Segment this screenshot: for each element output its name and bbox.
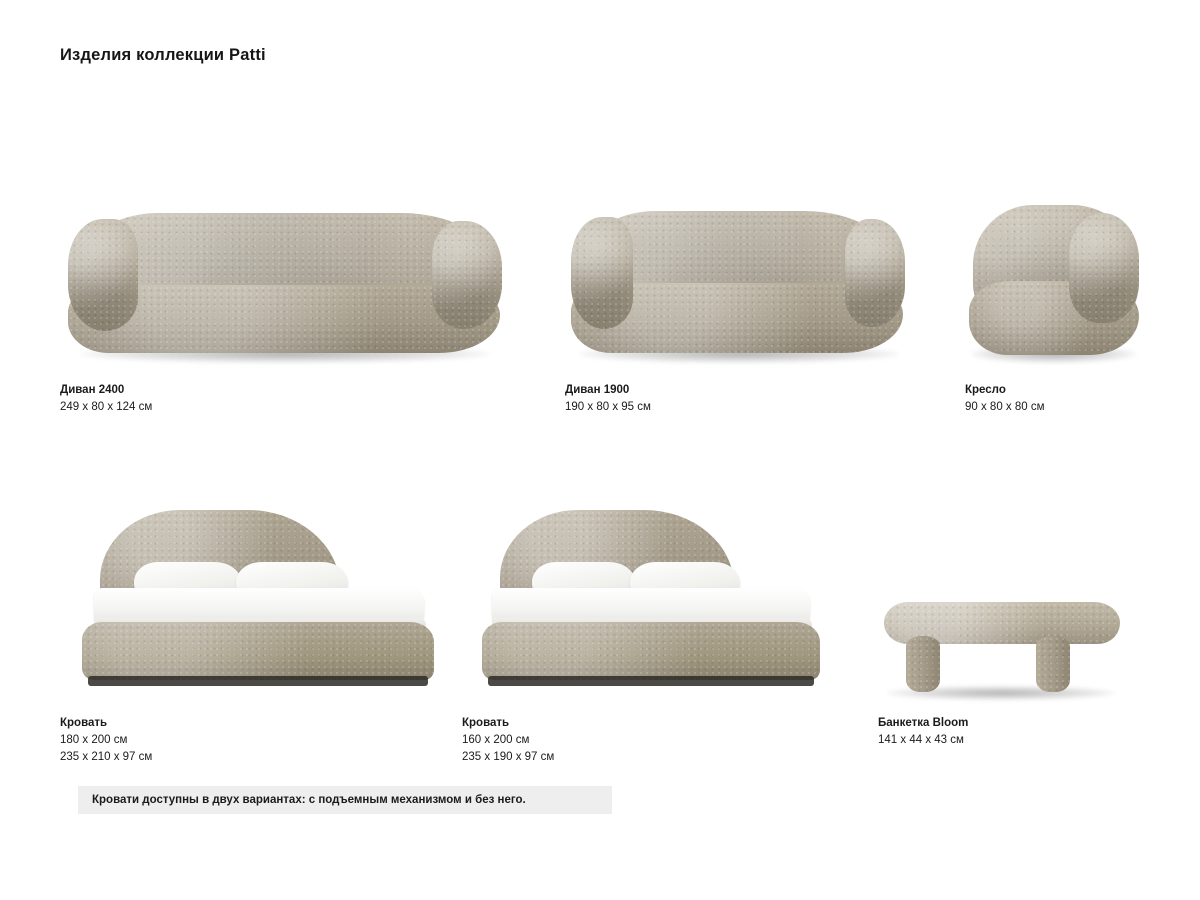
bed-icon bbox=[462, 500, 842, 705]
product-card-bench-bloom bbox=[878, 560, 1128, 749]
product-name: Кровать bbox=[462, 717, 510, 729]
bed-base bbox=[82, 622, 434, 680]
product-dimensions-mattress: 180 x 200 см bbox=[60, 734, 128, 746]
product-card-sofa-1900 bbox=[565, 195, 910, 416]
product-dimensions: 249 x 80 x 124 см bbox=[60, 401, 153, 413]
bed-base bbox=[482, 622, 820, 680]
product-name: Кресло bbox=[965, 384, 1006, 396]
armchair-arm bbox=[1069, 213, 1139, 323]
product-name: Кровать bbox=[60, 717, 108, 729]
product-caption-bench-bloom bbox=[878, 715, 1128, 749]
product-image-bench-bloom bbox=[878, 560, 1128, 705]
product-image-sofa-1900 bbox=[565, 195, 910, 370]
bench-leg-left bbox=[906, 636, 940, 692]
product-caption-bed-160 bbox=[462, 715, 842, 766]
product-dimensions: 190 x 80 x 95 см bbox=[565, 401, 651, 413]
product-image-bed-160 bbox=[462, 500, 842, 705]
product-name: Диван 1900 bbox=[565, 384, 630, 396]
product-dimensions: 90 x 80 x 80 см bbox=[965, 401, 1045, 413]
sofa-icon bbox=[565, 195, 910, 370]
bed-icon bbox=[60, 500, 460, 705]
product-card-bed-160 bbox=[462, 500, 842, 766]
product-name: Диван 2400 bbox=[60, 384, 125, 396]
footnote-text: Кровати доступны в двух вариантах: с подъемным механизмом и без него. bbox=[92, 794, 526, 806]
product-card-sofa-2400 bbox=[60, 195, 505, 416]
product-caption-armchair bbox=[965, 382, 1145, 416]
bed-plinth bbox=[488, 676, 814, 686]
bench-leg-right bbox=[1036, 636, 1070, 692]
sofa-right-arm bbox=[845, 219, 905, 327]
product-name: Банкетка Bloom bbox=[878, 717, 969, 729]
product-dimensions-overall: 235 x 190 x 97 см bbox=[462, 751, 555, 763]
product-image-sofa-2400 bbox=[60, 195, 505, 370]
sofa-left-arm bbox=[571, 217, 633, 329]
product-dimensions-mattress: 160 x 200 см bbox=[462, 734, 530, 746]
sofa-left-arm bbox=[68, 219, 138, 331]
product-caption-bed-180 bbox=[60, 715, 460, 766]
product-image-bed-180 bbox=[60, 500, 460, 705]
product-caption-sofa-2400 bbox=[60, 382, 505, 416]
sofa-icon bbox=[60, 195, 505, 370]
product-caption-sofa-1900 bbox=[565, 382, 910, 416]
armchair-icon bbox=[965, 195, 1145, 370]
footnote-banner bbox=[78, 786, 612, 814]
product-card-armchair bbox=[965, 195, 1145, 416]
product-dimensions-overall: 235 x 210 x 97 см bbox=[60, 751, 153, 763]
product-dimensions: 141 x 44 x 43 см bbox=[878, 734, 964, 746]
bench-icon bbox=[878, 560, 1128, 705]
sofa-right-arm bbox=[432, 221, 502, 329]
product-image-armchair bbox=[965, 195, 1145, 370]
page-title: Изделия коллекции Patti bbox=[60, 46, 266, 64]
product-card-bed-180 bbox=[60, 500, 460, 766]
bed-plinth bbox=[88, 676, 428, 686]
